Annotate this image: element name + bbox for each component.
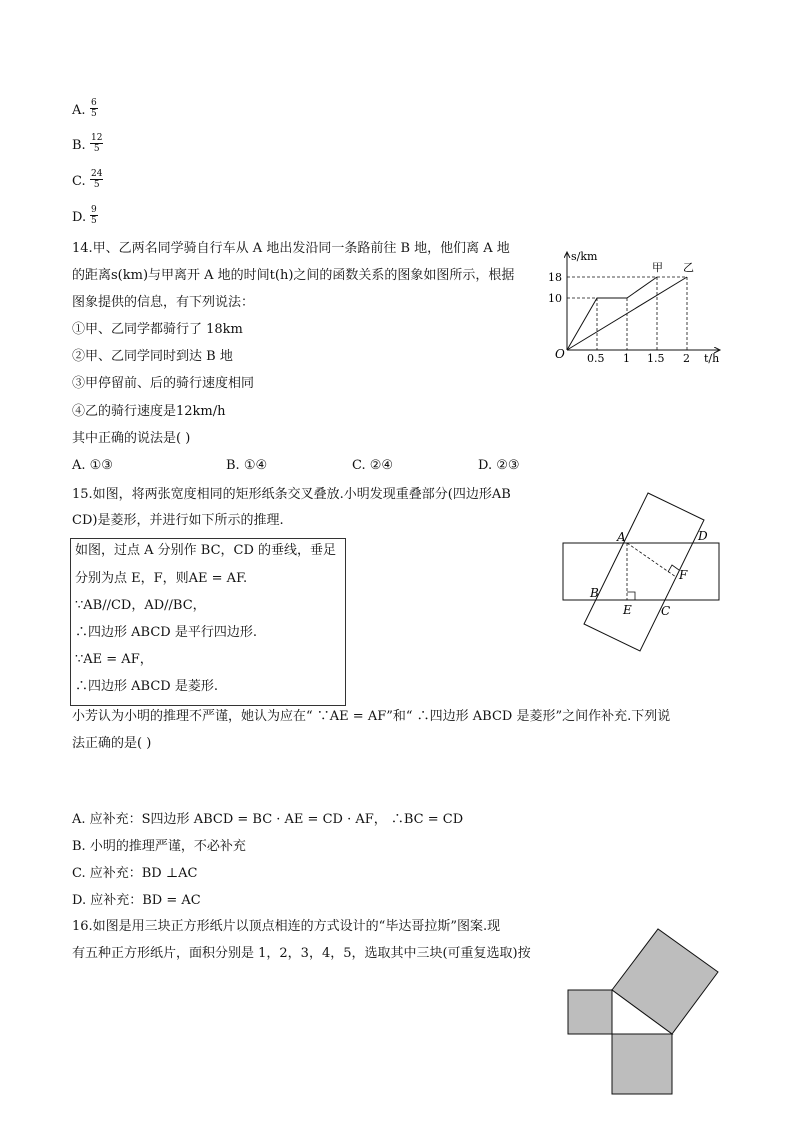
proof-line-3: ∵AB//CD，AD//BC，	[75, 598, 206, 613]
q16-text-line2: 有五种正方形纸片，面积分别是 1，2，3，4，5，选取其中三块(可重复选取)按	[72, 946, 531, 961]
q15-option-a: A. 应补充：S四边形 ABCD = BC · AE = CD · AF， ∴BC = CD	[72, 812, 464, 827]
q14-statement-1: ①甲、乙同学都骑行了 18km	[72, 322, 243, 337]
medium-square-bottom	[612, 1034, 672, 1094]
q15-option-b: B. 小明的推理严谨，不必补充	[72, 839, 246, 854]
x-axis-label: t/h	[704, 352, 720, 365]
yi-label: 乙	[683, 261, 694, 274]
numerator: 6	[91, 98, 97, 108]
fraction	[90, 98, 98, 119]
right-angle-e	[627, 592, 635, 600]
numerator: 24	[91, 169, 103, 179]
q16-pythagoras-figure	[560, 925, 725, 1100]
y-tick-10: 10	[548, 292, 562, 305]
q16-text-line1: 16.如图是用三块正方形纸片以顶点相连的方式设计的“毕达哥拉斯”图案.现	[72, 919, 501, 934]
numerator: 12	[91, 133, 103, 143]
q14-prompt: 其中正确的说法是( )	[72, 431, 191, 446]
y-axis-label: s/km	[571, 250, 598, 263]
q15-option-c: C. 应补充：BD ⊥AC	[72, 866, 198, 881]
point-b-label: B	[590, 586, 599, 600]
q15-text-line1: 15.如图，将两张宽度相同的矩形纸条交叉叠放.小明发现重叠部分(四边形AB	[72, 487, 511, 502]
option-label: D.	[72, 210, 87, 225]
denominator: 5	[93, 144, 100, 154]
fraction	[90, 205, 98, 226]
q15-proof-box	[70, 538, 346, 706]
proof-line-5: ∵AE = AF，	[75, 652, 153, 667]
q14-statement-4: ④乙的骑行速度是12km/h	[72, 404, 226, 419]
x-tick-2: 2	[683, 352, 690, 365]
q14-text-line2: 的距离s(km)与甲离开 A 地的时间t(h)之间的函数关系的图象如图所示，根据	[72, 268, 515, 283]
perpendicular-af	[627, 543, 676, 577]
option-label: C.	[72, 174, 86, 189]
q14-statement-3: ③甲停留前、后的骑行速度相同	[72, 376, 255, 391]
fraction	[90, 133, 103, 154]
proof-line-6: ∴四边形 ABCD 是菱形.	[75, 679, 218, 694]
denominator: 5	[91, 216, 97, 226]
q14-distance-time-graph	[540, 240, 730, 370]
origin-label: O	[555, 347, 565, 361]
point-c-label: C	[661, 604, 671, 618]
denominator: 5	[93, 180, 100, 190]
y-tick-18: 18	[548, 271, 562, 284]
jia-line	[567, 277, 657, 350]
point-d-label: D	[698, 529, 708, 543]
x-tick-1.5: 1.5	[647, 352, 665, 365]
x-tick-0.5: 0.5	[587, 352, 605, 365]
q15-after-line2: 法正确的是( )	[72, 736, 152, 751]
x-tick-1: 1	[623, 352, 630, 365]
fraction	[90, 169, 103, 190]
proof-line-1: 如图，过点 A 分别作 BC，CD 的垂线，垂足	[75, 543, 337, 558]
q14-option-d: D. ②③	[478, 458, 520, 473]
option-label: A.	[72, 103, 86, 118]
right-angle-f	[668, 565, 679, 572]
small-square-left	[568, 990, 612, 1034]
point-a-label: A	[617, 530, 626, 544]
q15-option-d: D. 应补充：BD = AC	[72, 893, 201, 908]
q14-statement-2: ②甲、乙同学同时到达 B 地	[72, 349, 233, 364]
option-label: B.	[72, 138, 86, 153]
q14-option-a: A. ①③	[72, 458, 113, 473]
q14-text-line1: 14.甲、乙两名同学骑自行车从 A 地出发沿同一条路前往 B 地，他们离 A 地	[72, 241, 510, 256]
denominator: 5	[91, 109, 97, 119]
q15-rhombus-figure	[555, 488, 730, 658]
q15-after-line1: 小芳认为小明的推理不严谨，她认为应在“ ∵AE = AF”和“ ∴四边形 ABCD 是菱形”之间作补充.下列说	[72, 709, 671, 724]
q14-option-b: B. ①④	[226, 458, 268, 473]
numerator: 9	[91, 205, 97, 215]
proof-line-2: 分别为点 E，F，则AE = AF.	[75, 571, 248, 586]
point-e-label: E	[623, 603, 632, 617]
q15-text-line2: CD)是菱形，并进行如下所示的推理.	[72, 513, 284, 528]
point-f-label: F	[679, 568, 688, 582]
q14-option-c: C. ②④	[352, 458, 394, 473]
jia-label: 甲	[652, 261, 663, 274]
proof-line-4: ∴四边形 ABCD 是平行四边形.	[75, 625, 257, 640]
q14-text-line3: 图象提供的信息，有下列说法：	[72, 295, 255, 310]
horizontal-strip	[563, 543, 719, 600]
